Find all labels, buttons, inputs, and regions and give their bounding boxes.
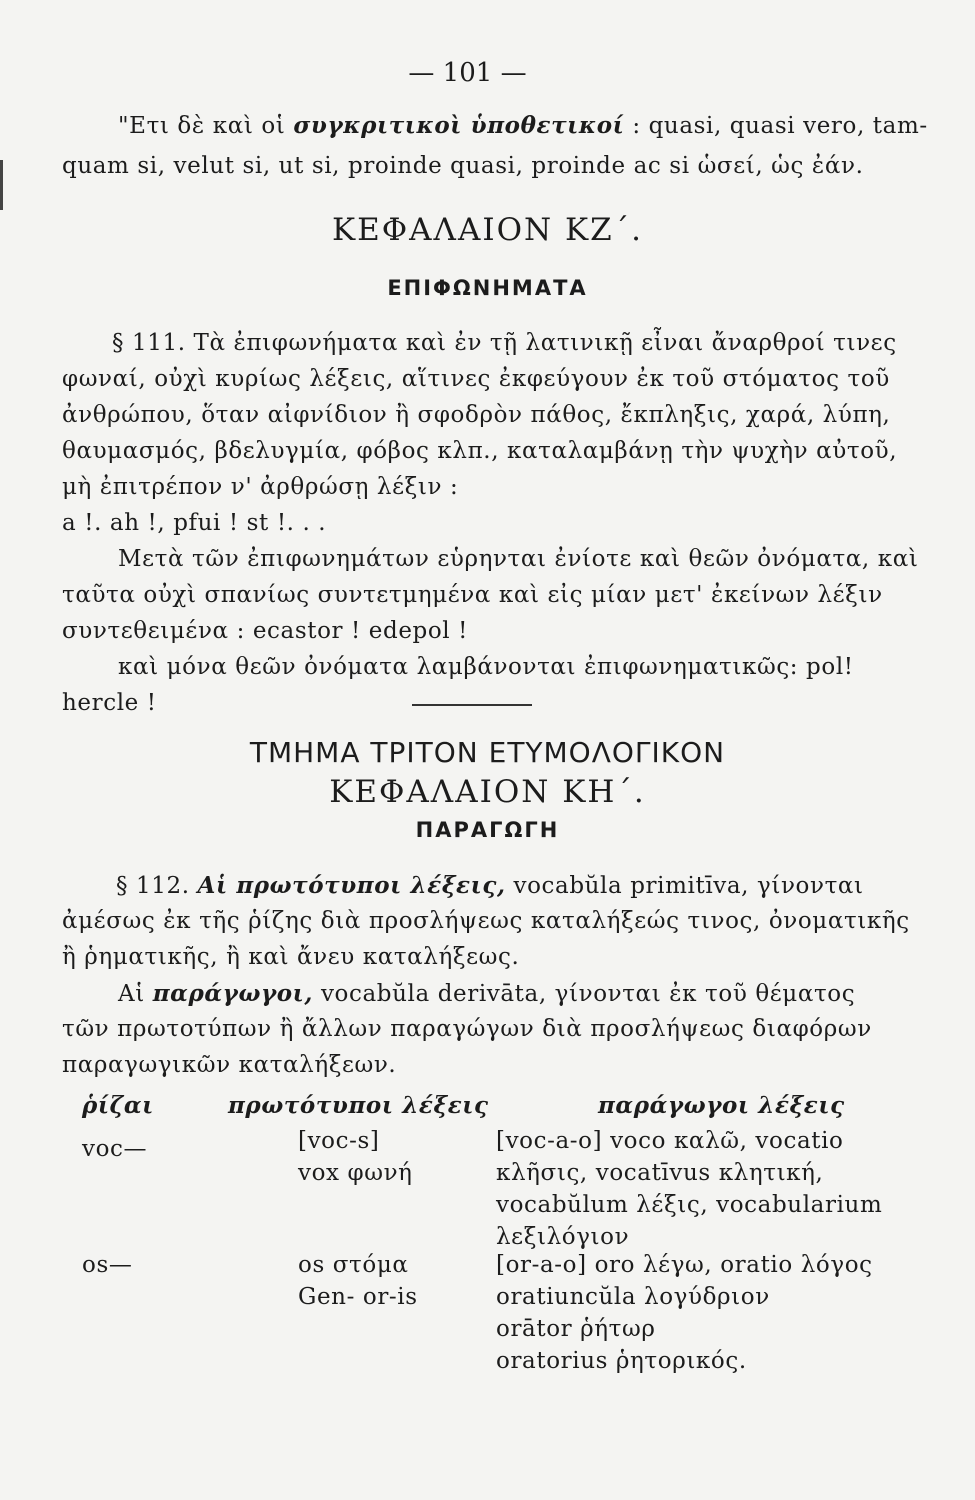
table-primitive: Gen- or-is [298, 1284, 418, 1310]
para-112-line: παραγωγικῶν καταλήξεων. [62, 1052, 397, 1078]
table-primitive: [voc-s] [298, 1128, 380, 1154]
part-title: ΤΜΗΜΑ ΤΡΙΤΟΝ ΕΤΥΜΟΛΟΓΙΚΟΝ [249, 736, 726, 769]
table-header-primitive: πρωτότυποι λέξεις [228, 1092, 489, 1119]
para-112-line: τῶν πρωτοτύπων ἢ ἄλλων παραγώγων διὰ προσλήψεως διαφόρων [62, 1016, 872, 1042]
page-number: — 101 — [408, 58, 527, 88]
table-derived: orātor ῥήτωρ [496, 1316, 656, 1342]
para-111-line: ταῦτα οὐχὶ σπανίως συντετμημένα καὶ εἰς μίαν μετ' ἐκείνων λέξιν [62, 582, 883, 608]
section-divider [412, 704, 532, 706]
para-111-line: a !. ah !, pfui ! st !. . . [62, 510, 327, 536]
para-111-line: ἀνθρώπου, ὅταν αἰφνίδιον ἢ σφοδρὸν πάθος, ἔκπληξις, χαρά, λύπη, [62, 402, 891, 428]
table-derived: oratiuncŭla λογύδριον [496, 1284, 770, 1310]
para-112-line: § 112. Αἱ πρωτότυποι λέξεις, vocabŭla primitīva, γίνονται [116, 872, 864, 899]
intro-line-1: "Ετι δὲ καὶ οἱ συγκριτικοὶ ὑποθετικοί : quasi, quasi vero, tam- [118, 112, 928, 139]
chapter-kz-heading: ΕΠΙΦΩΝΗΜΑΤΑ [387, 276, 588, 300]
page-edge-mark [0, 160, 3, 210]
para-111-line: μὴ ἐπιτρέπον ν' ἀρθρώσῃ λέξιν : [62, 474, 459, 500]
para-112-line: ἢ ῥηματικῆς, ἢ καὶ ἄνευ καταλήξεως. [62, 944, 520, 970]
table-derived: oratorius ῥητορικός. [496, 1348, 747, 1374]
para-111-line: § 111. Τὰ ἐπιφωνήματα καὶ ἐν τῇ λατινικῇ εἶναι ἄναρθροί τινες [112, 330, 897, 356]
table-header-derived: παράγωγοι λέξεις [598, 1092, 845, 1119]
table-derived: κλῆσις, vocatīvus κλητική, [496, 1160, 824, 1186]
para-111-line: hercle ! [62, 690, 157, 716]
para-112-line: Αἱ παράγωγοι, vocabŭla derivāta, γίνονται ἐκ τοῦ θέματος [118, 980, 856, 1007]
table-header-roots: ῥίζαι [82, 1092, 154, 1119]
table-root: os— [82, 1252, 133, 1278]
table-derived: λεξιλόγιον [496, 1224, 630, 1250]
chapter-kh-title: ΚΕΦΑΛΑΙΟΝ ΚΗ΄. [329, 774, 646, 810]
table-derived: vocabŭlum λέξις, vocabularium [496, 1192, 883, 1218]
table-primitive: os στόμα [298, 1252, 409, 1278]
table-derived: [voc-a-o] voco καλῶ, vocatio [496, 1128, 844, 1154]
table-primitive: vox φωνή [298, 1160, 413, 1186]
para-111-line: θαυμασμός, βδελυγμία, φόβος κλπ., καταλαμβάνῃ τὴν ψυχὴν αὐτοῦ, [62, 438, 898, 464]
intro-line-2: quam si, velut si, ut si, proinde quasi, proinde ac si ὡσεί, ὡς ἐάν. [62, 153, 864, 179]
para-112-line: ἀμέσως ἐκ τῆς ῥίζης διὰ προσλήψεως καταλήξεώς τινος, ὀνοματικῆς [62, 908, 910, 934]
chapter-kh-heading: ΠΑΡΑΓΩΓΗ [415, 818, 560, 842]
chapter-kz-title: ΚΕΦΑΛΑΙΟΝ ΚΖ΄. [331, 212, 644, 248]
para-111-line: καὶ μόνα θεῶν ὀνόματα λαμβάνονται ἐπιφωνηματικῶς: pol! [118, 654, 854, 680]
table-root: voc— [82, 1136, 148, 1162]
para-111-line: φωναί, οὐχὶ κυρίως λέξεις, αἵτινες ἐκφεύγουν ἐκ τοῦ στόματος τοῦ [62, 366, 890, 392]
para-111-line: συντεθειμένα : ecastor ! edepol ! [62, 618, 469, 644]
table-derived: [or-a-o] oro λέγω, oratio λόγος [496, 1252, 873, 1278]
para-111-line: Μετὰ τῶν ἐπιφωνημάτων εὑρηνται ἐνίοτε καὶ θεῶν ὀνόματα, καὶ [118, 546, 919, 572]
